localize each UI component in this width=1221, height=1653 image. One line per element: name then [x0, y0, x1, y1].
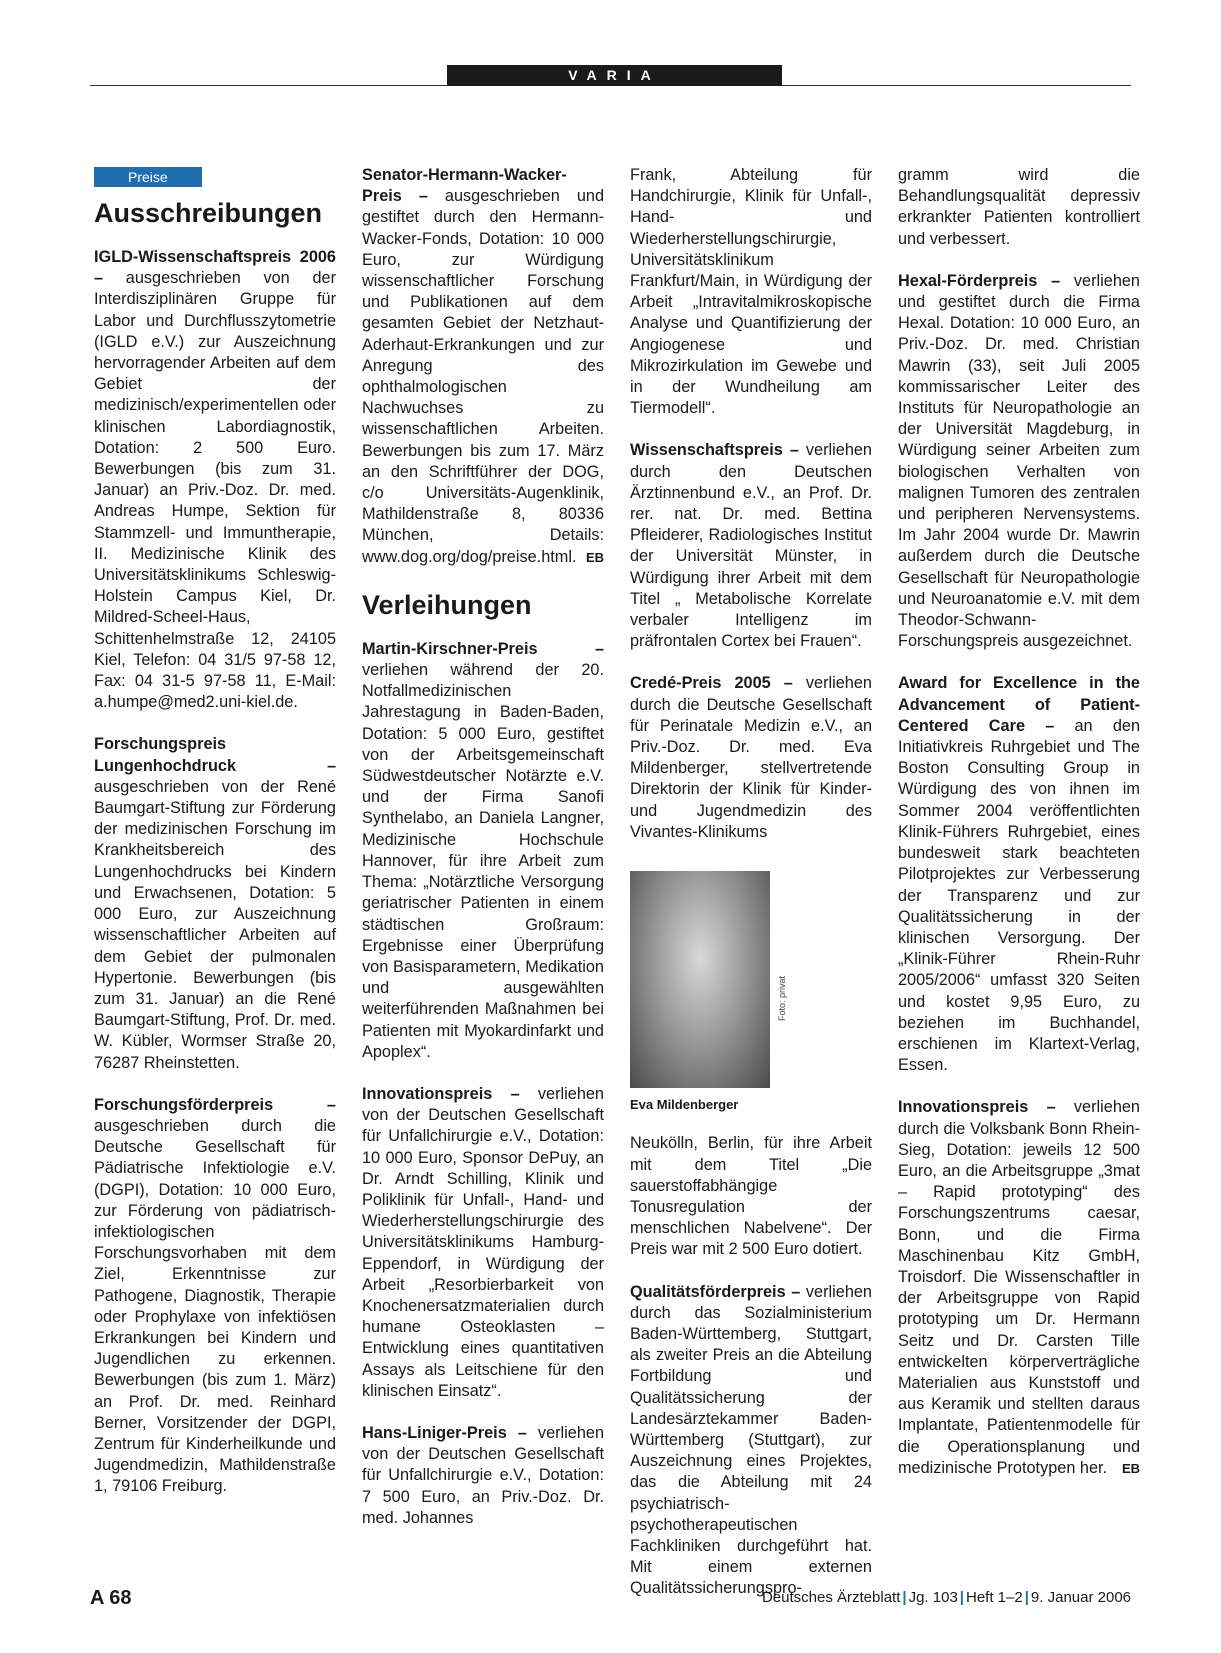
article-text: verliehen von der Deutschen Gesellschaft für Unfallchirurgie e.V., Dotation: 10 000 Euro, Sponsor DePuy, an Dr. Arndt Schilling, Klinik und Poliklinik für Unfall-, Hand- und Wiederherstellungschirurgie des Universitätsklinikums Hamburg-Eppendorf, in Würdigung der Arbeit „Resorbierbarkeit von Knochenersatzmaterialien durch humane Osteoklasten – Entwicklung eines quantitativen Assays als Leitschiene für den klinischen Einsatz“. — [362, 1084, 604, 1400]
article-title: Hexal-Förderpreis – — [898, 271, 1061, 290]
article-title: Senator-Hermann-Wacker-Preis – — [362, 166, 567, 206]
article-text: ausgeschrieben durch die Deutsche Gesellschaft für Pädiatrische Infektiologie e.V. (DGPI), Dotation: 10 000 Euro, zur Förderung von pädiatrisch-infektiologischen Forschungsvorhaben mit dem Ziel, Erkenntnisse zur Pathogene, Diagnostik, Therapie oder Prophylaxe von infektiösen Erkrankungen bei Kindern und Jugendlichen zu erkennen. Bewerbungen (bis zum 1. März) an Prof. Dr. med. Reinhard Berner, Vorsitzender der DGPI, Zentrum für Kinderheilkunde und Jugendmedizin, Mathildenstraße 1, 79106 Freiburg. — [94, 1116, 336, 1496]
article-crede-continued: Neukölln, Berlin, für ihre Arbeit mit dem Titel „Die sauerstoffabhängige Tonusregulation der menschlichen Nabelvene“. Der Preis war mit 2 500 Euro dotiert. — [630, 1134, 872, 1259]
article-innovationspreis-volksbank — [898, 1097, 1140, 1479]
journal-issue: Heft 1–2 — [966, 1589, 1023, 1606]
article-text: verliehen während der 20. Notfallmedizinischen Jahrestagung in Baden-Baden, Dotation: 5 000 Euro, gestiftet von der Arbeitsgemeinschaft Südwestdeutscher Notärzte e.V. und der Firma Sanofi Synthelabo, an Daniela Langner, Medizinische Hochschule Hannover, für ihre Arbeit zum Thema: „Notärztliche Versorgung geriatrischer Patienten in einem städtischen Großraum: Ergebnisse einer Überprüfung von Basisparametern, Medikation und ausgewählten weiterführenden Maßnahmen bei Patienten mit Myokardinfarkt und Apoplex“. — [362, 661, 604, 1061]
article-text: verliehen durch das Sozialministerium Baden-Württemberg, Stuttgart, als zweiter Preis an die Abteilung Fortbildung und Qualitätssicherung der Landesärztekammer Baden-Württemberg (Stuttgart), zur Auszeichnung eines Projektes, das die Abteilung mit 24 psychiatrisch-psychotherapeutischen Fachkliniken durchgeführt hat. Mit einem externen Qualitätssicherungspro- — [630, 1282, 872, 1598]
article-title: Wissenschaftspreis – — [630, 441, 799, 460]
article-liniger-continued: Frank, Abteilung für Handchirurgie, Klinik für Unfall-, Hand- und Wiederherstellungschirurgie, Universitätsklinikum Frankfurt/Main, in Würdigung der Arbeit „Intravitalmikroskopische Analyse und Quantifizierung der Angiogenese und Mikrozirkulation im Gewebe und in der Wundheilung am Tiermodell“. — [630, 166, 872, 418]
portrait-photo — [630, 871, 787, 1088]
article-lungenhochdruck — [94, 734, 336, 1073]
article-text: verliehen durch den Deutschen Ärztinnenbund e.V., an Prof. Dr. rer. nat. Dr. med. Bettina Pfleiderer, Radiologisches Institut der Universität Münster, in Würdigung ihrer Arbeit mit dem Titel „ Metabolische Korrelate verbaler Intelligenz im präfrontalen Cortex bei Frauen“. — [630, 441, 872, 651]
section-header: VARIA — [447, 65, 782, 86]
article-text: verliehen durch die Deutsche Gesellschaft für Perinatale Medizin e.V., an Priv.-Doz. Dr. med. Eva Mildenberger, stellvertretende Direktorin der Klinik für Kinder- und Jugendmedizin des Vivantes-Klinikums — [630, 674, 872, 841]
article-title: Innovationspreis – — [898, 1098, 1056, 1117]
article-title: Credé-Preis 2005 – — [630, 674, 793, 693]
page-footer — [90, 1587, 1131, 1610]
article-text: ausgeschrieben und gestiftet durch den Hermann-Wacker-Fonds, Dotation: 10 000 Euro, zur Würdigung wissenschaftlicher Forschung und Publikationen auf dem gesamten Gebiet der Netzhaut-Aderhaut-Erkrankungen und zur Anregung des ophthalmologischen Nachwuchses zu wissenschaftlichen Arbeiten. Bewerbungen bis zum 17. März an den Schriftführer der DOG, c/o Universitäts-Augenklinik, Mathildenstraße 8, 80336 München, Details: www.dog.org/dog/preise.html. — [362, 187, 604, 566]
article-forschungsfoerderpreis — [94, 1095, 336, 1498]
article-title: Innovationspreis – — [362, 1084, 520, 1103]
article-text: verliehen von der Deutschen Gesellschaft für Unfallchirurgie e.V., Dotation: 7 500 Euro, an Priv.-Doz. Dr. med. Johannes — [362, 1423, 604, 1527]
article-crede-preis — [630, 673, 872, 843]
journal-volume: Jg. 103 — [908, 1589, 958, 1606]
article-hexal-foerderpreis — [898, 271, 1140, 653]
article-qualitaetsfoerderpreis — [630, 1282, 872, 1600]
journal-name: Deutsches Ärzteblatt — [761, 1589, 901, 1606]
page-number: A 68 — [90, 1587, 132, 1609]
article-text: verliehen durch die Volksbank Bonn Rhein-Sieg, Dotation: jeweils 12 500 Euro, an die Arbeitsgruppe „3mat – Rapid prototyping“ des Forschungszentrums caesar, Bonn, und die Firma Maschinenbau Kitz GmbH, Troisdorf. Die Wissenschaftler in der Arbeitsgruppe von Rapid prototyping um Dr. Hermann Seitz und Dr. Carsten Tille entwickelten körperverträgliche Materialien aus Kunststoff und aus Keramik und stellten daraus Implantate, Patientenmodelle für die Operationsplanung und medizinische Prototypen her. — [898, 1098, 1140, 1477]
author-initials: EB — [1121, 1460, 1140, 1476]
column-2 — [362, 165, 604, 1529]
article-patient-care-award — [898, 673, 1140, 1076]
heading-verleihungen: Verleihungen — [362, 589, 532, 620]
category-tag: Preise — [94, 167, 202, 187]
article-liniger-preis — [362, 1423, 604, 1529]
article-title: IGLD-Wissenschaftspreis 2006 – — [94, 248, 336, 288]
article-kirschner-preis — [362, 639, 604, 1063]
article-wissenschaftspreis — [630, 440, 872, 652]
article-qualitaet-continued: gramm wird die Behandlungsqualität depressiv erkrankter Patienten kontrolliert und verbessert. — [898, 166, 1140, 248]
column-3 — [630, 165, 872, 1600]
article-title: Forschungsförderpreis – — [94, 1095, 336, 1114]
article-text: an den Initiativkreis Ruhrgebiet und The Boston Consulting Group in Würdigung des von ihnen im Sommer 2004 veröffentlichten Klinik-Führers Ruhrgebiet, eines bundesweit stark beachteten Pilotprojektes zur Verbesserung der Transparenz und zur Qualitätssicherung in der klinischen Versorgung. Der „Klinik-Führer Rhein-Ruhr 2005/2006“ umfasst 320 Seiten und kostet 9,95 Euro, zu beziehen im Buchhandel, erschienen im Klartext-Verlag, Essen. — [898, 716, 1140, 1075]
photo-caption: Eva Mildenberger — [630, 1097, 739, 1113]
article-title: Qualitätsförderpreis – — [630, 1282, 801, 1301]
article-title: Award for Excellence in the Advancement of Patient-Centered Care – — [898, 674, 1140, 735]
article-text: ausgeschrieben von der René Baumgart-Stiftung zur Förderung der medizinischen Forschung im Krankheitsbereich des Lungenhochdrucks bei Kindern und Erwachsenen, Dotation: 5 000 Euro, zur Auszeichnung wissenschaftlicher Arbeiten auf dem Gebiet der pulmonalen Hypertonie. Bewerbungen (bis zum 31. Januar) an die René Baumgart-Stiftung, Prof. Dr. med. W. Kübler, Wormser Straße 20, 76287 Rheinstetten. — [94, 777, 336, 1072]
article-text: verliehen und gestiftet durch die Firma Hexal. Dotation: 10 000 Euro, an Priv.-Doz. Dr. med. Christian Mawrin (33), seit Juli 2005 kommissarischer Leiter des Instituts für Neuropathologie an der Universität Magdeburg, in Würdigung seiner Arbeiten zum biologischen Verhalten von malignen Tumoren des zentralen und peripheren Nervensystems. Im Jahr 2004 wurde Dr. Mawrin außerdem durch die Deutsche Gesellschaft für Neuropathologie und Neuroanatomie e.V. mit dem Theodor-Schwann-Forschungspreis ausgezeichnet. — [898, 271, 1140, 651]
article-wacker-preis — [362, 165, 604, 568]
column-1 — [94, 167, 336, 1498]
journal-date: 9. Januar 2006 — [1030, 1589, 1131, 1606]
heading-ausschreibungen: Ausschreibungen — [94, 198, 323, 228]
article-igld — [94, 247, 336, 713]
photo-credit: Foto: privat — [777, 976, 787, 1022]
author-initials: EB — [585, 549, 604, 565]
journal-info: Deutsches Ärzteblatt | Jg. 103 | Heft 1–2 | 9. Januar 2006 — [761, 1589, 1131, 1606]
article-title: Martin-Kirschner-Preis – — [362, 639, 604, 658]
article-title: Hans-Liniger-Preis – — [362, 1423, 527, 1442]
article-innovationspreis-unfallchirurgie — [362, 1084, 604, 1402]
article-title: Forschungspreis Lungenhochdruck – — [94, 735, 336, 775]
column-4 — [898, 165, 1140, 1479]
article-text: ausgeschrieben von der Interdisziplinären Gruppe für Labor und Durchflusszytometrie (IGLD e.V.) zur Auszeichnung hervorragender Arbeiten auf dem Gebiet der medizinisch/experimentellen oder klinischen Labordiagnostik, Dotation: 2 500 Euro. Bewerbungen (bis zum 31. Januar) an Priv.-Doz. Dr. med. Andreas Humpe, Sektion für Stammzell- und Immuntherapie, II. Medizinische Klinik des Universitätsklinikums Schleswig-Holstein Campus Kiel, Dr. Mildred-Scheel-Haus, Schittenhelmstraße 12, 24105 Kiel, Telefon: 04 31/5 97-58 12, Fax: 04 31-5 97-58 11, E-Mail: a.humpe@med2.uni-kiel.de. — [94, 269, 336, 712]
